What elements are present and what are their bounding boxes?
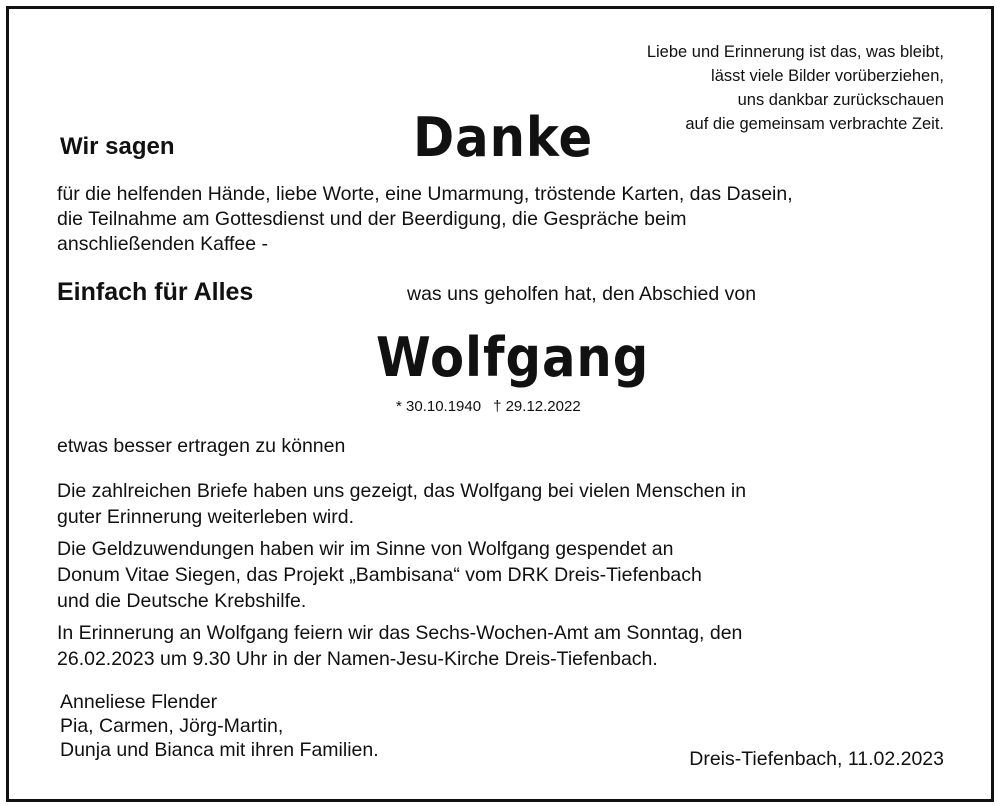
place-date: Dreis-Tiefenbach, 11.02.2023	[689, 748, 944, 770]
einfach-fuer-alles: Einfach für Alles	[57, 278, 254, 306]
paragraph-line: guter Erinnerung weiterleben wird.	[57, 506, 354, 528]
paragraph-line: 26.02.2023 um 9.30 Uhr in der Namen-Jesu-Kirche Dreis-Tiefenbach.	[57, 648, 658, 670]
poem-line: Liebe und Erinnerung ist das, was bleibt,	[646, 43, 944, 61]
heading-danke: Danke	[413, 106, 594, 169]
heading-wir-sagen: Wir sagen	[60, 133, 175, 160]
paragraph-line: In Erinnerung an Wolfgang feiern wir das Sechs-Wochen-Amt am Sonntag, den	[57, 622, 743, 644]
poem-line: uns dankbar zurückschauen	[737, 91, 944, 109]
paragraph-line: und die Deutsche Krebshilfe.	[57, 590, 307, 612]
paragraph-line: Die zahlreichen Briefe haben uns gezeigt, das Wolfgang bei vielen Menschen in	[57, 480, 747, 502]
deceased-name: Wolfgang	[376, 326, 650, 389]
paragraph-line: Die Geldzuwendungen haben wir im Sinne von Wolfgang gespendet an	[57, 538, 674, 560]
signer-line: Dunja und Bianca mit ihren Familien.	[60, 739, 379, 761]
paragraph-line: Donum Vitae Siegen, das Projekt „Bambisana“ vom DRK Dreis-Tiefenbach	[57, 564, 702, 586]
memorial-poem	[647, 40, 944, 136]
paragraph-line: anschließenden Kaffee -	[57, 233, 269, 255]
birth-date: * 30.10.1940	[396, 398, 482, 415]
paragraph-line: für die helfenden Hände, liebe Worte, eine Umarmung, tröstende Karten, das Dasein,	[57, 183, 793, 205]
poem-line: auf die gemeinsam verbrachte Zeit.	[685, 115, 944, 133]
paragraph-line: die Teilnahme am Gottesdienst und der Beerdigung, die Gespräche beim	[57, 208, 687, 230]
memorial-service-paragraph	[57, 620, 742, 672]
ertragen-text: etwas besser ertragen zu können	[57, 435, 346, 457]
death-date: † 29.12.2022	[493, 398, 581, 415]
geholfen-text: was uns geholfen hat, den Abschied von	[407, 283, 757, 305]
signers	[60, 690, 379, 762]
poem-line: lässt viele Bilder vorüberziehen,	[711, 67, 944, 85]
thanks-paragraph	[57, 182, 793, 257]
signer-line: Anneliese Flender	[60, 691, 218, 713]
life-dates	[396, 398, 581, 415]
briefe-paragraph	[57, 478, 746, 530]
signer-line: Pia, Carmen, Jörg-Martin,	[60, 715, 284, 737]
donations-paragraph	[57, 536, 702, 614]
